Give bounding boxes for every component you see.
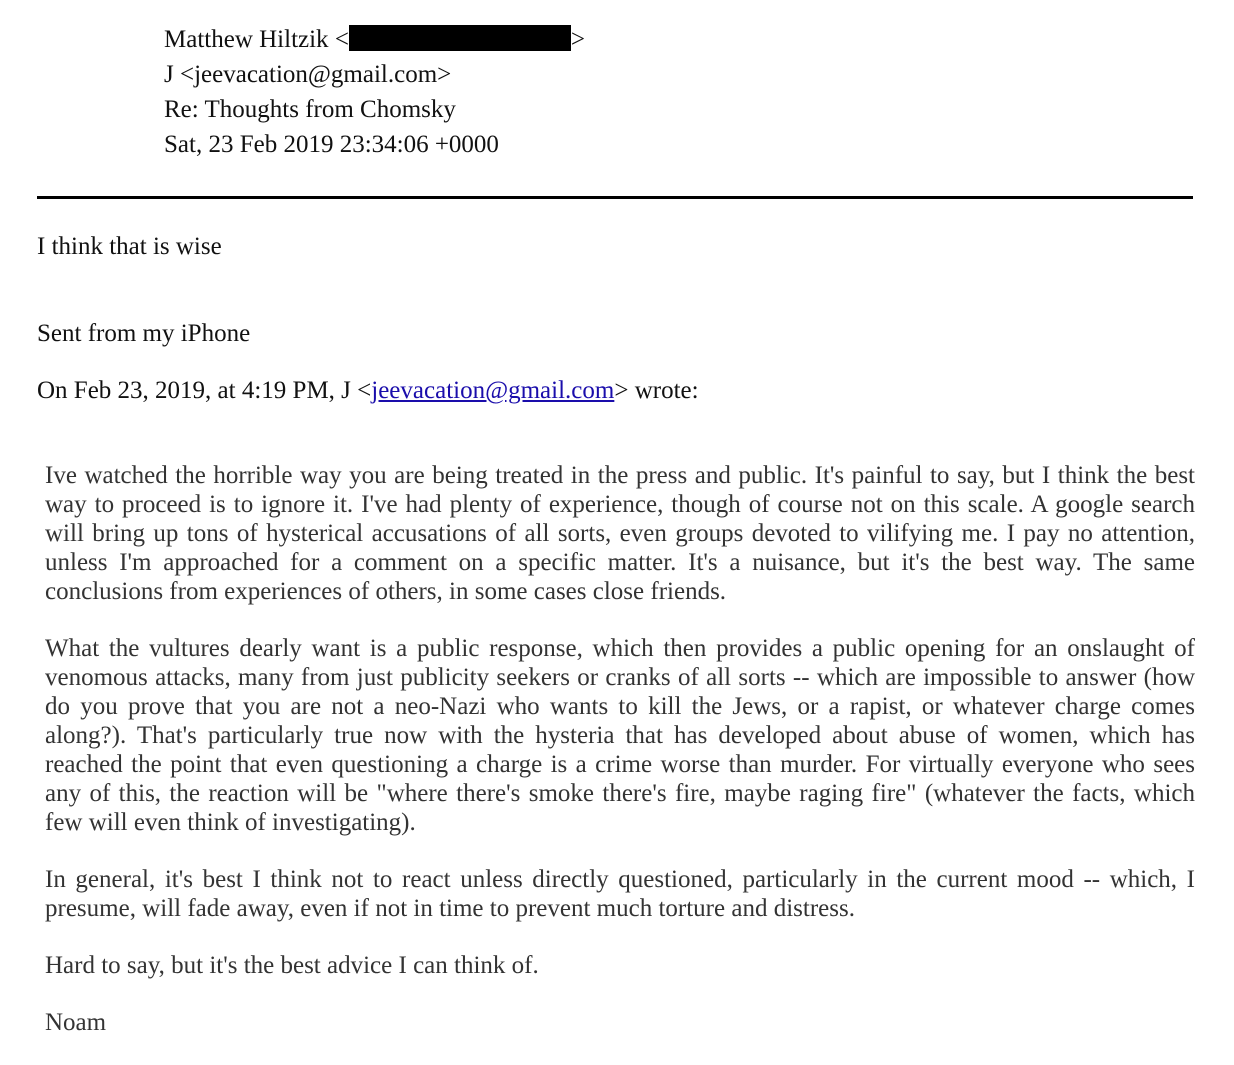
quoted-paragraph: Hard to say, but it's the best advice I can think of. [45, 952, 539, 979]
header-divider [37, 196, 1193, 199]
attribution-prefix: On Feb 23, 2019, at 4:19 PM, J < [37, 377, 372, 404]
attribution-email-link[interactable]: jeevacation@gmail.com [371, 377, 615, 404]
from-close-bracket: > [570, 26, 586, 53]
quoted-signoff: Noam [45, 1009, 107, 1036]
from-value [164, 25, 585, 55]
redaction-box [349, 25, 571, 51]
date-value: Sat, 23 Feb 2019 23:34:06 +0000 [164, 131, 499, 158]
to-value: J <jeevacation@gmail.com> [164, 61, 452, 88]
quoted-paragraph: What the vultures dearly want is a public response, which then provides a public opening for an onslaught of venomous attacks, many from just publicity seekers or cranks of all sorts -- which are impossible to answer (how do you prove that you are not a neo-Nazi who wants to kill the Jews, or a rapist, or whatever charge comes along?). That's particularly true now with the hysteria that has developed about abuse of women, which has reached the point that even questioning a charge is a crime worse than murder. For virtually everyone who sees any of this, the reaction will be "where there's smoke there's fire, maybe raging fire" (whatever the facts, which few will even think of investigating). [45, 635, 1195, 836]
quoted-paragraph: In general, it's best I think not to react unless directly questioned, particularly in the current mood -- which, I presume, will fade away, even if not in time to prevent much torture and distress. [45, 866, 1195, 922]
quoted-message [45, 461, 1195, 1065]
quoted-paragraph: Ive watched the horrible way you are being treated in the press and public. It's painful to say, but I think the best way to proceed is to ignore it. I've had plenty of experience, though of course not on this scale. A google search will bring up tons of hysterical accusations of all sorts, even groups devoted to vilifying me. I pay no attention, unless I'm approached for a comment on a specific matter. It's a nuisance, but it's the best way. The same conclusions from experiences of others, in some cases close friends. [45, 462, 1195, 605]
attribution-suffix: > wrote: [614, 377, 699, 404]
from-name: Matthew Hiltzik [164, 26, 329, 53]
quote-attribution [37, 376, 699, 406]
reply-signature: Sent from my iPhone [37, 320, 251, 347]
subject-value: Re: Thoughts from Chomsky [164, 96, 456, 123]
from-open-bracket: < [334, 26, 349, 53]
reply-body: I think that is wise [37, 233, 222, 260]
